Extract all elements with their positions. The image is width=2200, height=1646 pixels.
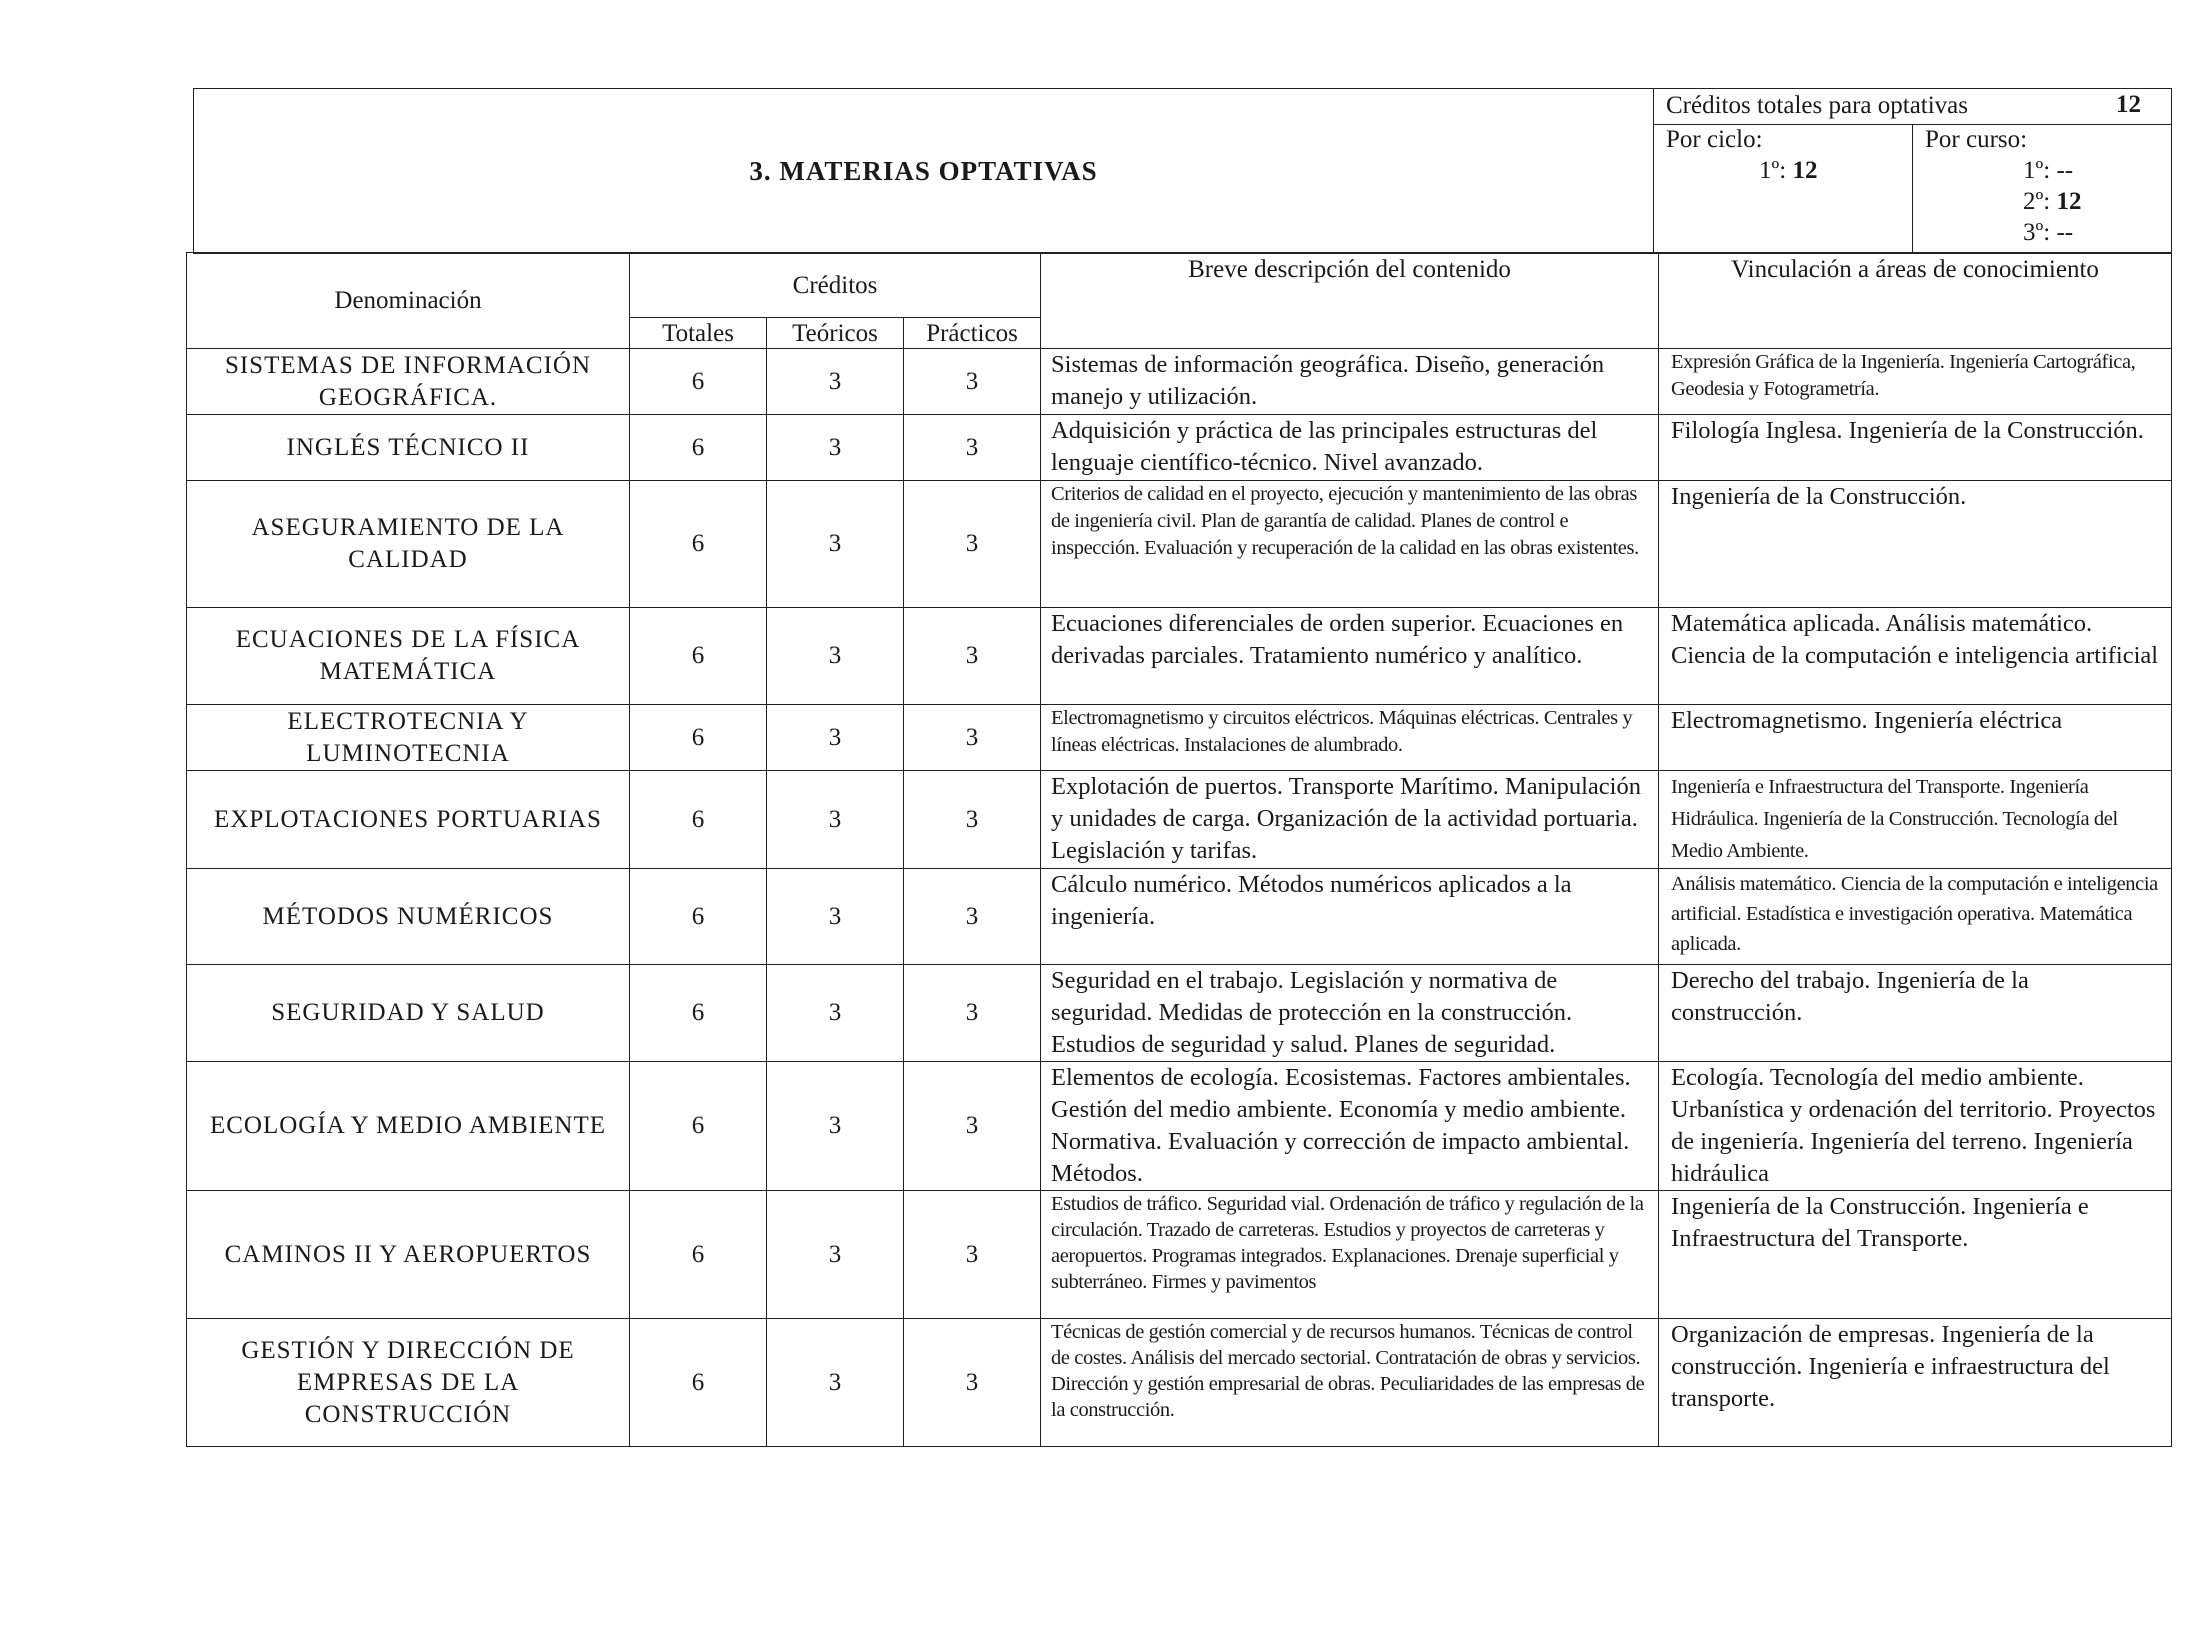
subject-description: Adquisición y práctica de las principales estructuras del lenguaje científico-técnico. Nivel avanzado.: [1041, 415, 1659, 481]
subject-description: Explotación de puertos. Transporte Marítimo. Manipulación y unidades de carga. Organización de la actividad portuaria. Legislación y tarifas.: [1041, 771, 1659, 869]
subject-name: ECUACIONES DE LA FÍSICA MATEMÁTICA: [187, 608, 630, 705]
table-row: [187, 1191, 2172, 1319]
per-cycle-row: [1654, 155, 1912, 187]
credits-practice: 3: [904, 1062, 1041, 1191]
per-course-row-value: --: [2056, 156, 2074, 184]
optional-subjects-table: [186, 252, 2172, 1447]
credits-theory: 3: [767, 1319, 904, 1447]
table-row: [187, 965, 2172, 1062]
per-course-label: Por curso:: [1925, 125, 2028, 153]
knowledge-areas: Ecología. Tecnología del medio ambiente. Urbanística y ordenación del territorio. Proyectos de ingeniería. Ingeniería del terreno. Ingeniería hidráulica: [1659, 1062, 2172, 1191]
subject-description: Electromagnetismo y circuitos eléctricos. Máquinas eléctricas. Centrales y líneas eléctricas. Instalaciones de alumbrado.: [1041, 705, 1659, 771]
credits-total: 6: [630, 1319, 767, 1447]
subject-name: SEGURIDAD Y SALUD: [187, 965, 630, 1062]
credits-total: 6: [630, 1191, 767, 1319]
section-title: [194, 89, 1654, 254]
knowledge-areas: Electromagnetismo. Ingeniería eléctrica: [1659, 705, 2172, 771]
credits-theory: 3: [767, 965, 904, 1062]
subject-description: Técnicas de gestión comercial y de recursos humanos. Técnicas de control de costes. Análisis del mercado sectorial. Contratación de obras y servicios. Dirección y gestión empresarial de obras. Peculiaridades de las empresas de la construcción.: [1041, 1319, 1659, 1447]
subject-description: Criterios de calidad en el proyecto, ejecución y mantenimiento de las obras de ingeniería civil. Plan de garantía de calidad. Planes de control e inspección. Evaluación y recuperación de la calidad en las obras existentes.: [1041, 481, 1659, 608]
knowledge-areas: Derecho del trabajo. Ingeniería de la construcción.: [1659, 965, 2172, 1062]
knowledge-areas: Matemática aplicada. Análisis matemático. Ciencia de la computación e inteligencia artificial: [1659, 608, 2172, 705]
col-header-denominacion: Denominación: [187, 253, 630, 349]
per-cycle-row-label: 1º:: [1759, 156, 1787, 184]
credits-total: 6: [630, 771, 767, 869]
credits-practice: 3: [904, 705, 1041, 771]
total-credits-label: Créditos totales para optativas: [1666, 92, 1969, 120]
table-row: [187, 1062, 2172, 1191]
credits-theory: 3: [767, 415, 904, 481]
col-header-vinculacion: Vinculación a áreas de conocimiento: [1659, 253, 2172, 349]
subject-name: INGLÉS TÉCNICO II: [187, 415, 630, 481]
credits-practice: 3: [904, 869, 1041, 965]
col-header-creditos: Créditos: [630, 253, 1041, 318]
credits-practice: 3: [904, 349, 1041, 415]
subject-description: Seguridad en el trabajo. Legislación y normativa de seguridad. Medidas de protección en la construcción. Estudios de seguridad y salud. Planes de seguridad.: [1041, 965, 1659, 1062]
table-row: [187, 349, 2172, 415]
credits-total: 6: [630, 705, 767, 771]
knowledge-areas: Ingeniería de la Construcción.: [1659, 481, 2172, 608]
credits-total: 6: [630, 1062, 767, 1191]
subject-name: EXPLOTACIONES PORTUARIAS: [187, 771, 630, 869]
knowledge-areas: Análisis matemático. Ciencia de la computación e inteligencia artificial. Estadística e investigación operativa. Matemática aplicada.: [1659, 869, 2172, 965]
col-header-descripcion-text: Breve descripción del contenido: [1188, 256, 1511, 283]
table-row: [187, 705, 2172, 771]
credits-total: 6: [630, 349, 767, 415]
subject-name: GESTIÓN Y DIRECCIÓN DE EMPRESAS DE LA CONSTRUCCIÓN: [187, 1319, 630, 1447]
per-cycle-row-value: 12: [1792, 156, 1818, 184]
table-row: [187, 869, 2172, 965]
credits-theory: 3: [767, 608, 904, 705]
credits-practice: 3: [904, 771, 1041, 869]
table-row: [187, 608, 2172, 705]
col-header-practicos: Prácticos: [904, 318, 1041, 349]
credits-practice: 3: [904, 608, 1041, 705]
per-course: [1913, 124, 2172, 254]
per-course-row-label: 1º:: [2023, 156, 2051, 184]
table-row: [187, 771, 2172, 869]
credits-total: 6: [630, 415, 767, 481]
credits-theory: 3: [767, 1062, 904, 1191]
table-row: [187, 481, 2172, 608]
subject-name: ECOLOGÍA Y MEDIO AMBIENTE: [187, 1062, 630, 1191]
credits-theory: 3: [767, 349, 904, 415]
per-course-row-label: 2º:: [2023, 187, 2051, 215]
subject-description: Cálculo numérico. Métodos numéricos aplicados a la ingeniería.: [1041, 869, 1659, 965]
credits-header-table: [193, 88, 2172, 254]
per-cycle-label: Por ciclo:: [1666, 125, 1763, 153]
credits-theory: 3: [767, 771, 904, 869]
credits-practice: 3: [904, 1191, 1041, 1319]
total-credits-value: 12: [2116, 91, 2142, 118]
subject-name: SISTEMAS DE INFORMACIÓN GEOGRÁFICA.: [187, 349, 630, 415]
knowledge-areas: Ingeniería de la Construcción. Ingeniería e Infraestructura del Transporte.: [1659, 1191, 2172, 1319]
credits-theory: 3: [767, 869, 904, 965]
per-course-row-label: 3º:: [2023, 218, 2051, 246]
per-course-row: [1913, 155, 2171, 186]
subject-description: Sistemas de información geográfica. Diseño, generación manejo y utilización.: [1041, 349, 1659, 415]
credits-practice: 3: [904, 481, 1041, 608]
credits-total: 6: [630, 608, 767, 705]
per-course-row: [1913, 186, 2171, 217]
total-credits: [1654, 89, 2172, 125]
col-header-descripcion: [1041, 253, 1659, 349]
knowledge-areas: Expresión Gráfica de la Ingeniería. Ingeniería Cartográfica, Geodesia y Fotogrametría.: [1659, 349, 2172, 415]
per-course-row-value: --: [2056, 218, 2074, 246]
subject-name: MÉTODOS NUMÉRICOS: [187, 869, 630, 965]
credits-total: 6: [630, 481, 767, 608]
credits-practice: 3: [904, 1319, 1041, 1447]
col-header-teoricos: Teóricos: [767, 318, 904, 349]
subject-description: Ecuaciones diferenciales de orden superior. Ecuaciones en derivadas parciales. Tratamiento numérico y analítico.: [1041, 608, 1659, 705]
credits-theory: 3: [767, 481, 904, 608]
knowledge-areas: Filología Inglesa. Ingeniería de la Construcción.: [1659, 415, 2172, 481]
per-course-row: [1913, 217, 2171, 248]
per-course-row-value: 12: [2056, 187, 2082, 215]
section-title-text: 3. MATERIAS OPTATIVAS: [749, 155, 1098, 186]
knowledge-areas: Ingeniería e Infraestructura del Transporte. Ingeniería Hidráulica. Ingeniería de la Construcción. Tecnología del Medio Ambiente.: [1659, 771, 2172, 869]
col-header-totales: Totales: [630, 318, 767, 349]
credits-practice: 3: [904, 415, 1041, 481]
subject-name: CAMINOS II Y AEROPUERTOS: [187, 1191, 630, 1319]
table-row: [187, 415, 2172, 481]
knowledge-areas: Organización de empresas. Ingeniería de la construcción. Ingeniería e infraestructura del transporte.: [1659, 1319, 2172, 1447]
subject-name: ELECTROTECNIA Y LUMINOTECNIA: [187, 705, 630, 771]
subject-description: Elementos de ecología. Ecosistemas. Factores ambientales. Gestión del medio ambiente. Economía y medio ambiente. Normativa. Evaluación y corrección de impacto ambiental. Métodos.: [1041, 1062, 1659, 1191]
table-row: [187, 1319, 2172, 1447]
credits-total: 6: [630, 869, 767, 965]
per-cycle: [1654, 124, 1913, 254]
credits-theory: 3: [767, 1191, 904, 1319]
subject-name: ASEGURAMIENTO DE LA CALIDAD: [187, 481, 630, 608]
credits-practice: 3: [904, 965, 1041, 1062]
credits-theory: 3: [767, 705, 904, 771]
subject-description: Estudios de tráfico. Seguridad vial. Ordenación de tráfico y regulación de la circulación. Trazado de carreteras. Estudios y proyectos de carreteras y aeropuertos. Programas integrados. Explanaciones. Drenaje superficial y subterráneo. Firmes y pavimentos: [1041, 1191, 1659, 1319]
credits-total: 6: [630, 965, 767, 1062]
